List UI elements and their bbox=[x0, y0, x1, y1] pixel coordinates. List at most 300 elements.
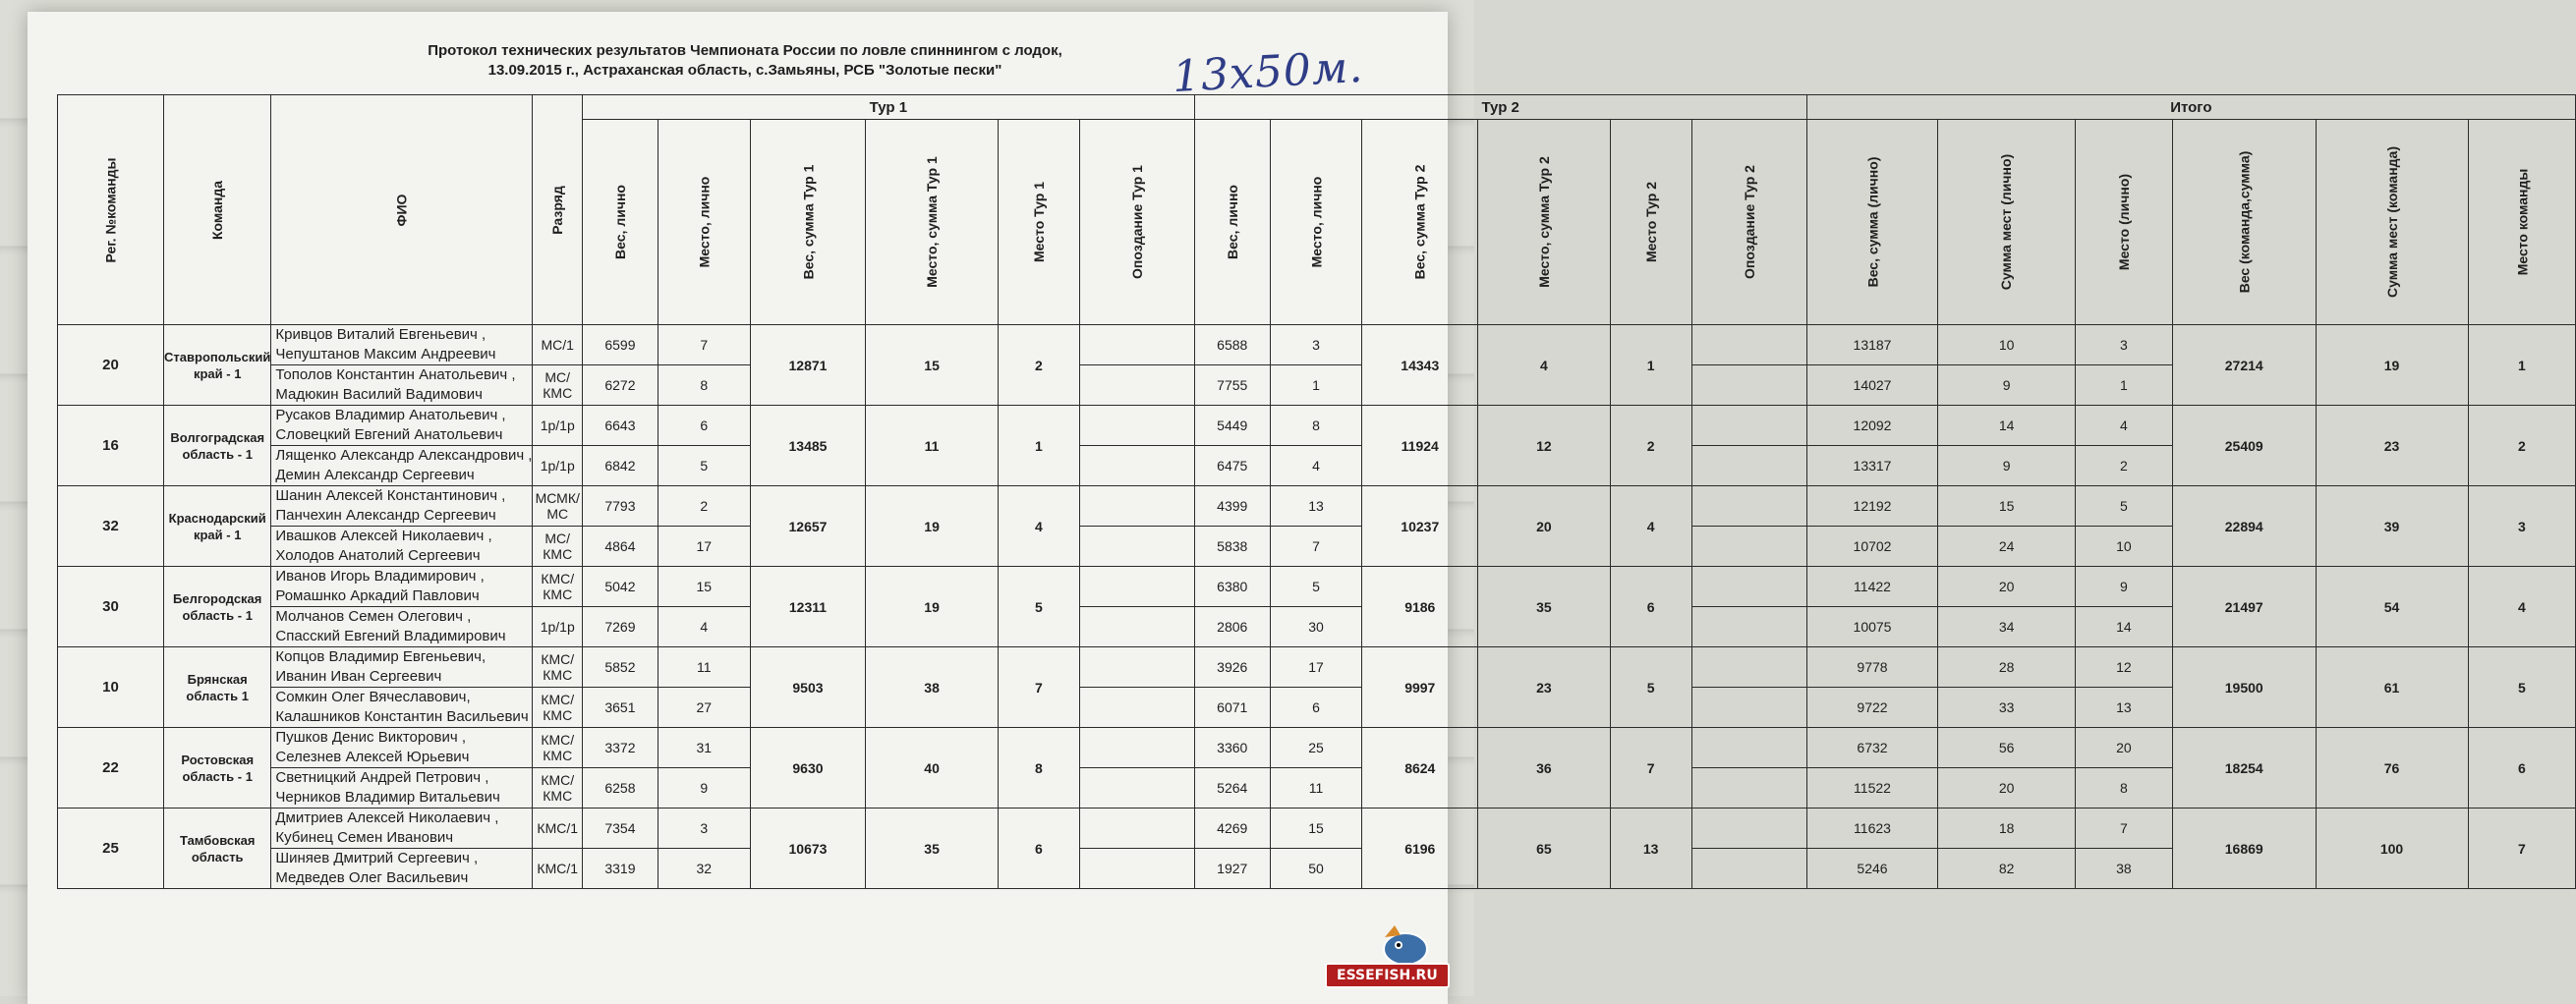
team-final-place: 7 bbox=[2468, 809, 2576, 889]
participants-cell bbox=[271, 688, 533, 728]
places-sum-cell: 33 bbox=[1938, 688, 2075, 728]
weight-t1-cell: 3372 bbox=[582, 728, 658, 768]
team-place-t1: 4 bbox=[998, 486, 1079, 567]
late-t1-cell bbox=[1079, 486, 1194, 527]
watermark-text: ESSEFISH.RU bbox=[1325, 963, 1450, 988]
weight-t1-cell: 5852 bbox=[582, 647, 658, 688]
team-name: Белгородская область - 1 bbox=[164, 567, 271, 647]
participant-1: Ивашков Алексей Николаевич , bbox=[275, 528, 492, 544]
place-t2-cell: 30 bbox=[1270, 607, 1362, 647]
team-sum-place-t2: 4 bbox=[1478, 325, 1611, 406]
weight-t1-cell: 7354 bbox=[582, 809, 658, 849]
places-sum-cell: 20 bbox=[1938, 768, 2075, 809]
team-place-t2: 7 bbox=[1610, 728, 1691, 809]
group-itogo: Итого bbox=[1806, 95, 2576, 120]
col-opozdanie-t1: Опоздание Тур 1 bbox=[1079, 120, 1194, 325]
team-final-place: 4 bbox=[2468, 567, 2576, 647]
participant-1: Дмитриев Алексей Николаевич , bbox=[275, 809, 499, 826]
team-name: Ростовская область - 1 bbox=[164, 728, 271, 809]
table-row bbox=[58, 647, 2576, 688]
participants-cell bbox=[271, 768, 533, 809]
late-t1-cell bbox=[1079, 406, 1194, 446]
participant-2: Медведев Олег Васильевич bbox=[275, 869, 469, 886]
places-sum-cell: 9 bbox=[1938, 446, 2075, 486]
places-sum-cell: 20 bbox=[1938, 567, 2075, 607]
razryad-cell: КМС/КМС bbox=[533, 768, 583, 809]
team-weight-total: 21497 bbox=[2172, 567, 2316, 647]
team-sum-t1: 9630 bbox=[750, 728, 866, 809]
participant-2: Словецкий Евгений Анатольевич bbox=[275, 426, 503, 443]
col-mesto-t1: Место Тур 1 bbox=[998, 120, 1079, 325]
late-t1-cell bbox=[1079, 647, 1194, 688]
late-t2-cell bbox=[1691, 527, 1806, 567]
team-reg-number: 20 bbox=[58, 325, 164, 406]
team-sum-place-t2: 12 bbox=[1478, 406, 1611, 486]
participants-cell bbox=[271, 406, 533, 446]
weight-sum-cell: 11522 bbox=[1806, 768, 1938, 809]
team-reg-number: 30 bbox=[58, 567, 164, 647]
team-place-t1: 2 bbox=[998, 325, 1079, 406]
weight-t1-cell: 6842 bbox=[582, 446, 658, 486]
weight-t2-cell: 5838 bbox=[1194, 527, 1270, 567]
personal-place-cell: 3 bbox=[2075, 325, 2172, 365]
team-sum-t1: 9503 bbox=[750, 647, 866, 728]
team-sum-place-t2: 65 bbox=[1478, 809, 1611, 889]
team-place-t1: 7 bbox=[998, 647, 1079, 728]
late-t2-cell bbox=[1691, 809, 1806, 849]
weight-t2-cell: 7755 bbox=[1194, 365, 1270, 406]
col-mesto-lichno-t2: Место, лично bbox=[1270, 120, 1362, 325]
table-row bbox=[58, 809, 2576, 849]
weight-sum-cell: 10075 bbox=[1806, 607, 1938, 647]
col-ves-lichno-t2: Вес, лично bbox=[1194, 120, 1270, 325]
team-places-total: 54 bbox=[2316, 567, 2468, 647]
razryad-cell: МСМК/МС bbox=[533, 486, 583, 527]
participant-2: Иванин Иван Сергеевич bbox=[275, 668, 442, 685]
razryad-cell: 1р/1р bbox=[533, 446, 583, 486]
col-ves-summa-t2: Вес, сумма Тур 2 bbox=[1362, 120, 1478, 325]
razryad-cell: КМС/КМС bbox=[533, 688, 583, 728]
col-ves-lichno-t1: Вес, лично bbox=[582, 120, 658, 325]
participants-cell bbox=[271, 809, 533, 849]
late-t1-cell bbox=[1079, 768, 1194, 809]
team-places-total: 23 bbox=[2316, 406, 2468, 486]
weight-t2-cell: 5264 bbox=[1194, 768, 1270, 809]
place-t1-cell: 3 bbox=[658, 809, 750, 849]
weight-sum-cell: 11623 bbox=[1806, 809, 1938, 849]
places-sum-cell: 14 bbox=[1938, 406, 2075, 446]
col-reg: Рег. №команды bbox=[58, 95, 164, 325]
participants-cell bbox=[271, 728, 533, 768]
late-t1-cell bbox=[1079, 688, 1194, 728]
team-final-place: 3 bbox=[2468, 486, 2576, 567]
participants-cell bbox=[271, 647, 533, 688]
weight-t1-cell: 6643 bbox=[582, 406, 658, 446]
team-place-t1: 5 bbox=[998, 567, 1079, 647]
place-t2-cell: 5 bbox=[1270, 567, 1362, 607]
late-t2-cell bbox=[1691, 768, 1806, 809]
place-t2-cell: 15 bbox=[1270, 809, 1362, 849]
razryad-cell: МС/1 bbox=[533, 325, 583, 365]
col-team: Команда bbox=[164, 95, 271, 325]
weight-t2-cell: 1927 bbox=[1194, 849, 1270, 889]
title-line-2: 13.09.2015 г., Астраханская область, с.Замьяны, РСБ "Золотые пески" bbox=[487, 62, 1002, 79]
late-t1-cell bbox=[1079, 809, 1194, 849]
weight-sum-cell: 11422 bbox=[1806, 567, 1938, 607]
places-sum-cell: 24 bbox=[1938, 527, 2075, 567]
razryad-cell: КМС/1 bbox=[533, 849, 583, 889]
personal-place-cell: 14 bbox=[2075, 607, 2172, 647]
team-sum-t1: 13485 bbox=[750, 406, 866, 486]
team-place-t2: 5 bbox=[1610, 647, 1691, 728]
team-sum-t1: 12871 bbox=[750, 325, 866, 406]
weight-sum-cell: 12192 bbox=[1806, 486, 1938, 527]
personal-place-cell: 38 bbox=[2075, 849, 2172, 889]
weight-t2-cell: 6380 bbox=[1194, 567, 1270, 607]
team-sum-t2: 14343 bbox=[1362, 325, 1478, 406]
place-t1-cell: 11 bbox=[658, 647, 750, 688]
col-mesto-summa-t1: Место, сумма Тур 1 bbox=[866, 120, 999, 325]
participant-1: Тополов Константин Анатольевич , bbox=[275, 366, 516, 383]
personal-place-cell: 7 bbox=[2075, 809, 2172, 849]
places-sum-cell: 56 bbox=[1938, 728, 2075, 768]
weight-t1-cell: 7269 bbox=[582, 607, 658, 647]
place-t1-cell: 5 bbox=[658, 446, 750, 486]
table-row bbox=[58, 406, 2576, 446]
late-t2-cell bbox=[1691, 647, 1806, 688]
title-line-1: Протокол технических результатов Чемпионата России по ловле спиннингом с лодок, bbox=[428, 42, 1062, 59]
weight-t1-cell: 6272 bbox=[582, 365, 658, 406]
late-t2-cell bbox=[1691, 446, 1806, 486]
weight-t1-cell: 5042 bbox=[582, 567, 658, 607]
participant-2: Панчехин Александр Сергеевич bbox=[275, 507, 496, 524]
participant-1: Русаков Владимир Анатольевич , bbox=[275, 407, 506, 423]
participants-cell bbox=[271, 325, 533, 365]
weight-t1-cell: 4864 bbox=[582, 527, 658, 567]
weight-t1-cell: 3651 bbox=[582, 688, 658, 728]
participant-2: Мадюкин Василий Вадимович bbox=[275, 386, 483, 403]
place-t2-cell: 7 bbox=[1270, 527, 1362, 567]
team-place-t2: 4 bbox=[1610, 486, 1691, 567]
late-t1-cell bbox=[1079, 325, 1194, 365]
weight-t2-cell: 5449 bbox=[1194, 406, 1270, 446]
late-t2-cell bbox=[1691, 607, 1806, 647]
weight-t1-cell: 6258 bbox=[582, 768, 658, 809]
place-t1-cell: 32 bbox=[658, 849, 750, 889]
team-places-total: 100 bbox=[2316, 809, 2468, 889]
team-sum-t2: 10237 bbox=[1362, 486, 1478, 567]
weight-t2-cell: 6475 bbox=[1194, 446, 1270, 486]
team-sum-place-t1: 40 bbox=[866, 728, 999, 809]
place-t1-cell: 27 bbox=[658, 688, 750, 728]
place-t1-cell: 6 bbox=[658, 406, 750, 446]
team-sum-t1: 10673 bbox=[750, 809, 866, 889]
team-sum-place-t1: 15 bbox=[866, 325, 999, 406]
team-weight-total: 27214 bbox=[2172, 325, 2316, 406]
team-weight-total: 22894 bbox=[2172, 486, 2316, 567]
weight-t2-cell: 4399 bbox=[1194, 486, 1270, 527]
team-place-t2: 6 bbox=[1610, 567, 1691, 647]
participant-1: Лященко Александр Александрович , bbox=[275, 447, 533, 464]
participant-2: Кубинец Семен Иванович bbox=[275, 829, 454, 846]
late-t2-cell bbox=[1691, 567, 1806, 607]
razryad-cell: МС/КМС bbox=[533, 527, 583, 567]
places-sum-cell: 9 bbox=[1938, 365, 2075, 406]
table-row bbox=[58, 728, 2576, 768]
razryad-cell: 1р/1р bbox=[533, 607, 583, 647]
place-t1-cell: 4 bbox=[658, 607, 750, 647]
personal-place-cell: 5 bbox=[2075, 486, 2172, 527]
col-razryad: Разряд bbox=[533, 95, 583, 325]
weight-sum-cell: 13317 bbox=[1806, 446, 1938, 486]
places-sum-cell: 10 bbox=[1938, 325, 2075, 365]
results-body bbox=[58, 325, 2576, 889]
late-t2-cell bbox=[1691, 688, 1806, 728]
results-sheet bbox=[28, 12, 2530, 1004]
late-t1-cell bbox=[1079, 527, 1194, 567]
participant-2: Калашников Константин Васильевич bbox=[275, 708, 529, 725]
team-weight-total: 16869 bbox=[2172, 809, 2316, 889]
team-final-place: 1 bbox=[2468, 325, 2576, 406]
handwritten-note: 13х50м. bbox=[1171, 41, 1365, 103]
weight-t1-cell: 6599 bbox=[582, 325, 658, 365]
razryad-cell: МС/КМС bbox=[533, 365, 583, 406]
razryad-cell: КМС/1 bbox=[533, 809, 583, 849]
razryad-cell: КМС/КМС bbox=[533, 728, 583, 768]
late-t2-cell bbox=[1691, 486, 1806, 527]
participant-2: Спасский Евгений Владимирович bbox=[275, 628, 506, 644]
place-t1-cell: 15 bbox=[658, 567, 750, 607]
late-t2-cell bbox=[1691, 365, 1806, 406]
team-reg-number: 32 bbox=[58, 486, 164, 567]
team-name: Ставропольский край - 1 bbox=[164, 325, 271, 406]
personal-place-cell: 2 bbox=[2075, 446, 2172, 486]
participants-cell bbox=[271, 486, 533, 527]
late-t2-cell bbox=[1691, 406, 1806, 446]
late-t1-cell bbox=[1079, 728, 1194, 768]
team-final-place: 2 bbox=[2468, 406, 2576, 486]
participant-1: Шиняев Дмитрий Сергеевич , bbox=[275, 850, 479, 866]
personal-place-cell: 12 bbox=[2075, 647, 2172, 688]
participant-1: Иванов Игорь Владимирович , bbox=[275, 568, 485, 585]
team-places-total: 19 bbox=[2316, 325, 2468, 406]
col-mesto-t2: Место Тур 2 bbox=[1610, 120, 1691, 325]
group-tur2: Тур 2 bbox=[1194, 95, 1806, 120]
team-weight-total: 18254 bbox=[2172, 728, 2316, 809]
table-row bbox=[58, 325, 2576, 365]
team-places-total: 39 bbox=[2316, 486, 2468, 567]
team-sum-place-t2: 36 bbox=[1478, 728, 1611, 809]
team-place-t1: 1 bbox=[998, 406, 1079, 486]
place-t2-cell: 4 bbox=[1270, 446, 1362, 486]
personal-place-cell: 8 bbox=[2075, 768, 2172, 809]
team-sum-place-t2: 23 bbox=[1478, 647, 1611, 728]
col-opozdanie-t2: Опоздание Тур 2 bbox=[1691, 120, 1806, 325]
team-name: Тамбовская область bbox=[164, 809, 271, 889]
team-reg-number: 25 bbox=[58, 809, 164, 889]
weight-sum-cell: 6732 bbox=[1806, 728, 1938, 768]
late-t2-cell bbox=[1691, 849, 1806, 889]
participant-2: Ромашнко Аркадий Павлович bbox=[275, 587, 480, 604]
col-fio: ФИО bbox=[271, 95, 533, 325]
participants-cell bbox=[271, 365, 533, 406]
personal-place-cell: 9 bbox=[2075, 567, 2172, 607]
personal-place-cell: 4 bbox=[2075, 406, 2172, 446]
place-t1-cell: 17 bbox=[658, 527, 750, 567]
team-name: Волгоградская область - 1 bbox=[164, 406, 271, 486]
places-sum-cell: 34 bbox=[1938, 607, 2075, 647]
participant-2: Чепуштанов Максим Андреевич bbox=[275, 346, 496, 363]
weight-sum-cell: 9778 bbox=[1806, 647, 1938, 688]
team-sum-t2: 8624 bbox=[1362, 728, 1478, 809]
weight-sum-cell: 5246 bbox=[1806, 849, 1938, 889]
team-sum-place-t1: 38 bbox=[866, 647, 999, 728]
place-t2-cell: 17 bbox=[1270, 647, 1362, 688]
table-row bbox=[58, 567, 2576, 607]
col-ves-summa-lichno: Вес, сумма (лично) bbox=[1806, 120, 1938, 325]
weight-t1-cell: 3319 bbox=[582, 849, 658, 889]
team-place-t1: 6 bbox=[998, 809, 1079, 889]
col-mesto-komandy: Место команды bbox=[2468, 120, 2576, 325]
late-t2-cell bbox=[1691, 325, 1806, 365]
razryad-cell: КМС/КМС bbox=[533, 647, 583, 688]
team-weight-total: 19500 bbox=[2172, 647, 2316, 728]
weight-t2-cell: 3926 bbox=[1194, 647, 1270, 688]
weight-t2-cell: 3360 bbox=[1194, 728, 1270, 768]
place-t2-cell: 13 bbox=[1270, 486, 1362, 527]
participant-1: Сомкин Олег Вячеславович, bbox=[275, 689, 471, 705]
place-t2-cell: 1 bbox=[1270, 365, 1362, 406]
participant-1: Молчанов Семен Олегович , bbox=[275, 608, 472, 625]
col-summa-mest-lichno: Сумма мест (лично) bbox=[1938, 120, 2075, 325]
team-place-t1: 8 bbox=[998, 728, 1079, 809]
team-sum-place-t1: 19 bbox=[866, 486, 999, 567]
team-place-t2: 13 bbox=[1610, 809, 1691, 889]
col-ves-summa-t1: Вес, сумма Тур 1 bbox=[750, 120, 866, 325]
participant-1: Кривцов Виталий Евгеньевич , bbox=[275, 326, 487, 343]
late-t1-cell bbox=[1079, 365, 1194, 406]
participants-cell bbox=[271, 567, 533, 607]
participants-cell bbox=[271, 607, 533, 647]
place-t2-cell: 6 bbox=[1270, 688, 1362, 728]
team-sum-place-t1: 11 bbox=[866, 406, 999, 486]
participant-1: Светницкий Андрей Петрович , bbox=[275, 769, 489, 786]
places-sum-cell: 82 bbox=[1938, 849, 2075, 889]
weight-sum-cell: 14027 bbox=[1806, 365, 1938, 406]
weight-sum-cell: 12092 bbox=[1806, 406, 1938, 446]
team-reg-number: 10 bbox=[58, 647, 164, 728]
results-table bbox=[57, 94, 2576, 889]
place-t1-cell: 8 bbox=[658, 365, 750, 406]
header-group-row bbox=[58, 95, 2576, 120]
team-sum-t2: 9997 bbox=[1362, 647, 1478, 728]
places-sum-cell: 28 bbox=[1938, 647, 2075, 688]
razryad-cell: КМС/КМС bbox=[533, 567, 583, 607]
team-sum-t1: 12311 bbox=[750, 567, 866, 647]
team-places-total: 76 bbox=[2316, 728, 2468, 809]
personal-place-cell: 20 bbox=[2075, 728, 2172, 768]
team-sum-t1: 12657 bbox=[750, 486, 866, 567]
personal-place-cell: 1 bbox=[2075, 365, 2172, 406]
weight-t2-cell: 4269 bbox=[1194, 809, 1270, 849]
team-sum-place-t2: 20 bbox=[1478, 486, 1611, 567]
team-sum-place-t1: 35 bbox=[866, 809, 999, 889]
weight-sum-cell: 10702 bbox=[1806, 527, 1938, 567]
table-row bbox=[58, 486, 2576, 527]
personal-place-cell: 13 bbox=[2075, 688, 2172, 728]
late-t1-cell bbox=[1079, 849, 1194, 889]
col-mesto-lichno-itog: Место (лично) bbox=[2075, 120, 2172, 325]
team-place-t2: 1 bbox=[1610, 325, 1691, 406]
team-places-total: 61 bbox=[2316, 647, 2468, 728]
place-t2-cell: 3 bbox=[1270, 325, 1362, 365]
team-name: Краснодарский край - 1 bbox=[164, 486, 271, 567]
col-mesto-summa-t2: Место, сумма Тур 2 bbox=[1478, 120, 1611, 325]
participant-2: Демин Александр Сергеевич bbox=[275, 467, 475, 483]
team-final-place: 5 bbox=[2468, 647, 2576, 728]
personal-place-cell: 10 bbox=[2075, 527, 2172, 567]
places-sum-cell: 18 bbox=[1938, 809, 2075, 849]
razryad-cell: 1р/1р bbox=[533, 406, 583, 446]
watermark-logo bbox=[1317, 923, 1464, 994]
participants-cell bbox=[271, 527, 533, 567]
weight-t2-cell: 6071 bbox=[1194, 688, 1270, 728]
team-sum-place-t2: 35 bbox=[1478, 567, 1611, 647]
participant-1: Пушков Денис Викторович , bbox=[275, 729, 467, 746]
place-t2-cell: 50 bbox=[1270, 849, 1362, 889]
weight-sum-cell: 13187 bbox=[1806, 325, 1938, 365]
participants-cell bbox=[271, 849, 533, 889]
weight-sum-cell: 9722 bbox=[1806, 688, 1938, 728]
late-t1-cell bbox=[1079, 446, 1194, 486]
team-sum-t2: 11924 bbox=[1362, 406, 1478, 486]
col-summa-mest-komanda: Сумма мест (команда) bbox=[2316, 120, 2468, 325]
places-sum-cell: 15 bbox=[1938, 486, 2075, 527]
team-final-place: 6 bbox=[2468, 728, 2576, 809]
document-title bbox=[352, 41, 1138, 81]
participant-1: Шанин Алексей Константинович , bbox=[275, 487, 506, 504]
late-t1-cell bbox=[1079, 567, 1194, 607]
team-name: Брянская область 1 bbox=[164, 647, 271, 728]
weight-t2-cell: 2806 bbox=[1194, 607, 1270, 647]
place-t1-cell: 31 bbox=[658, 728, 750, 768]
late-t1-cell bbox=[1079, 607, 1194, 647]
team-reg-number: 16 bbox=[58, 406, 164, 486]
team-place-t2: 2 bbox=[1610, 406, 1691, 486]
participant-1: Копцов Владимир Евгеньевич, bbox=[275, 648, 487, 665]
late-t2-cell bbox=[1691, 728, 1806, 768]
place-t2-cell: 8 bbox=[1270, 406, 1362, 446]
team-weight-total: 25409 bbox=[2172, 406, 2316, 486]
place-t1-cell: 2 bbox=[658, 486, 750, 527]
place-t2-cell: 25 bbox=[1270, 728, 1362, 768]
participant-2: Черников Владимир Витальевич bbox=[275, 789, 500, 806]
place-t2-cell: 11 bbox=[1270, 768, 1362, 809]
team-sum-place-t1: 19 bbox=[866, 567, 999, 647]
team-reg-number: 22 bbox=[58, 728, 164, 809]
participant-2: Селезнев Алексей Юрьевич bbox=[275, 749, 470, 765]
team-sum-t2: 9186 bbox=[1362, 567, 1478, 647]
participants-cell bbox=[271, 446, 533, 486]
place-t1-cell: 9 bbox=[658, 768, 750, 809]
col-mesto-lichno-t1: Место, лично bbox=[658, 120, 750, 325]
group-tur1: Тур 1 bbox=[582, 95, 1194, 120]
participant-2: Холодов Анатолий Сергеевич bbox=[275, 547, 481, 564]
weight-t2-cell: 6588 bbox=[1194, 325, 1270, 365]
weight-t1-cell: 7793 bbox=[582, 486, 658, 527]
col-ves-komanda: Вес (команда,сумма) bbox=[2172, 120, 2316, 325]
place-t1-cell: 7 bbox=[658, 325, 750, 365]
